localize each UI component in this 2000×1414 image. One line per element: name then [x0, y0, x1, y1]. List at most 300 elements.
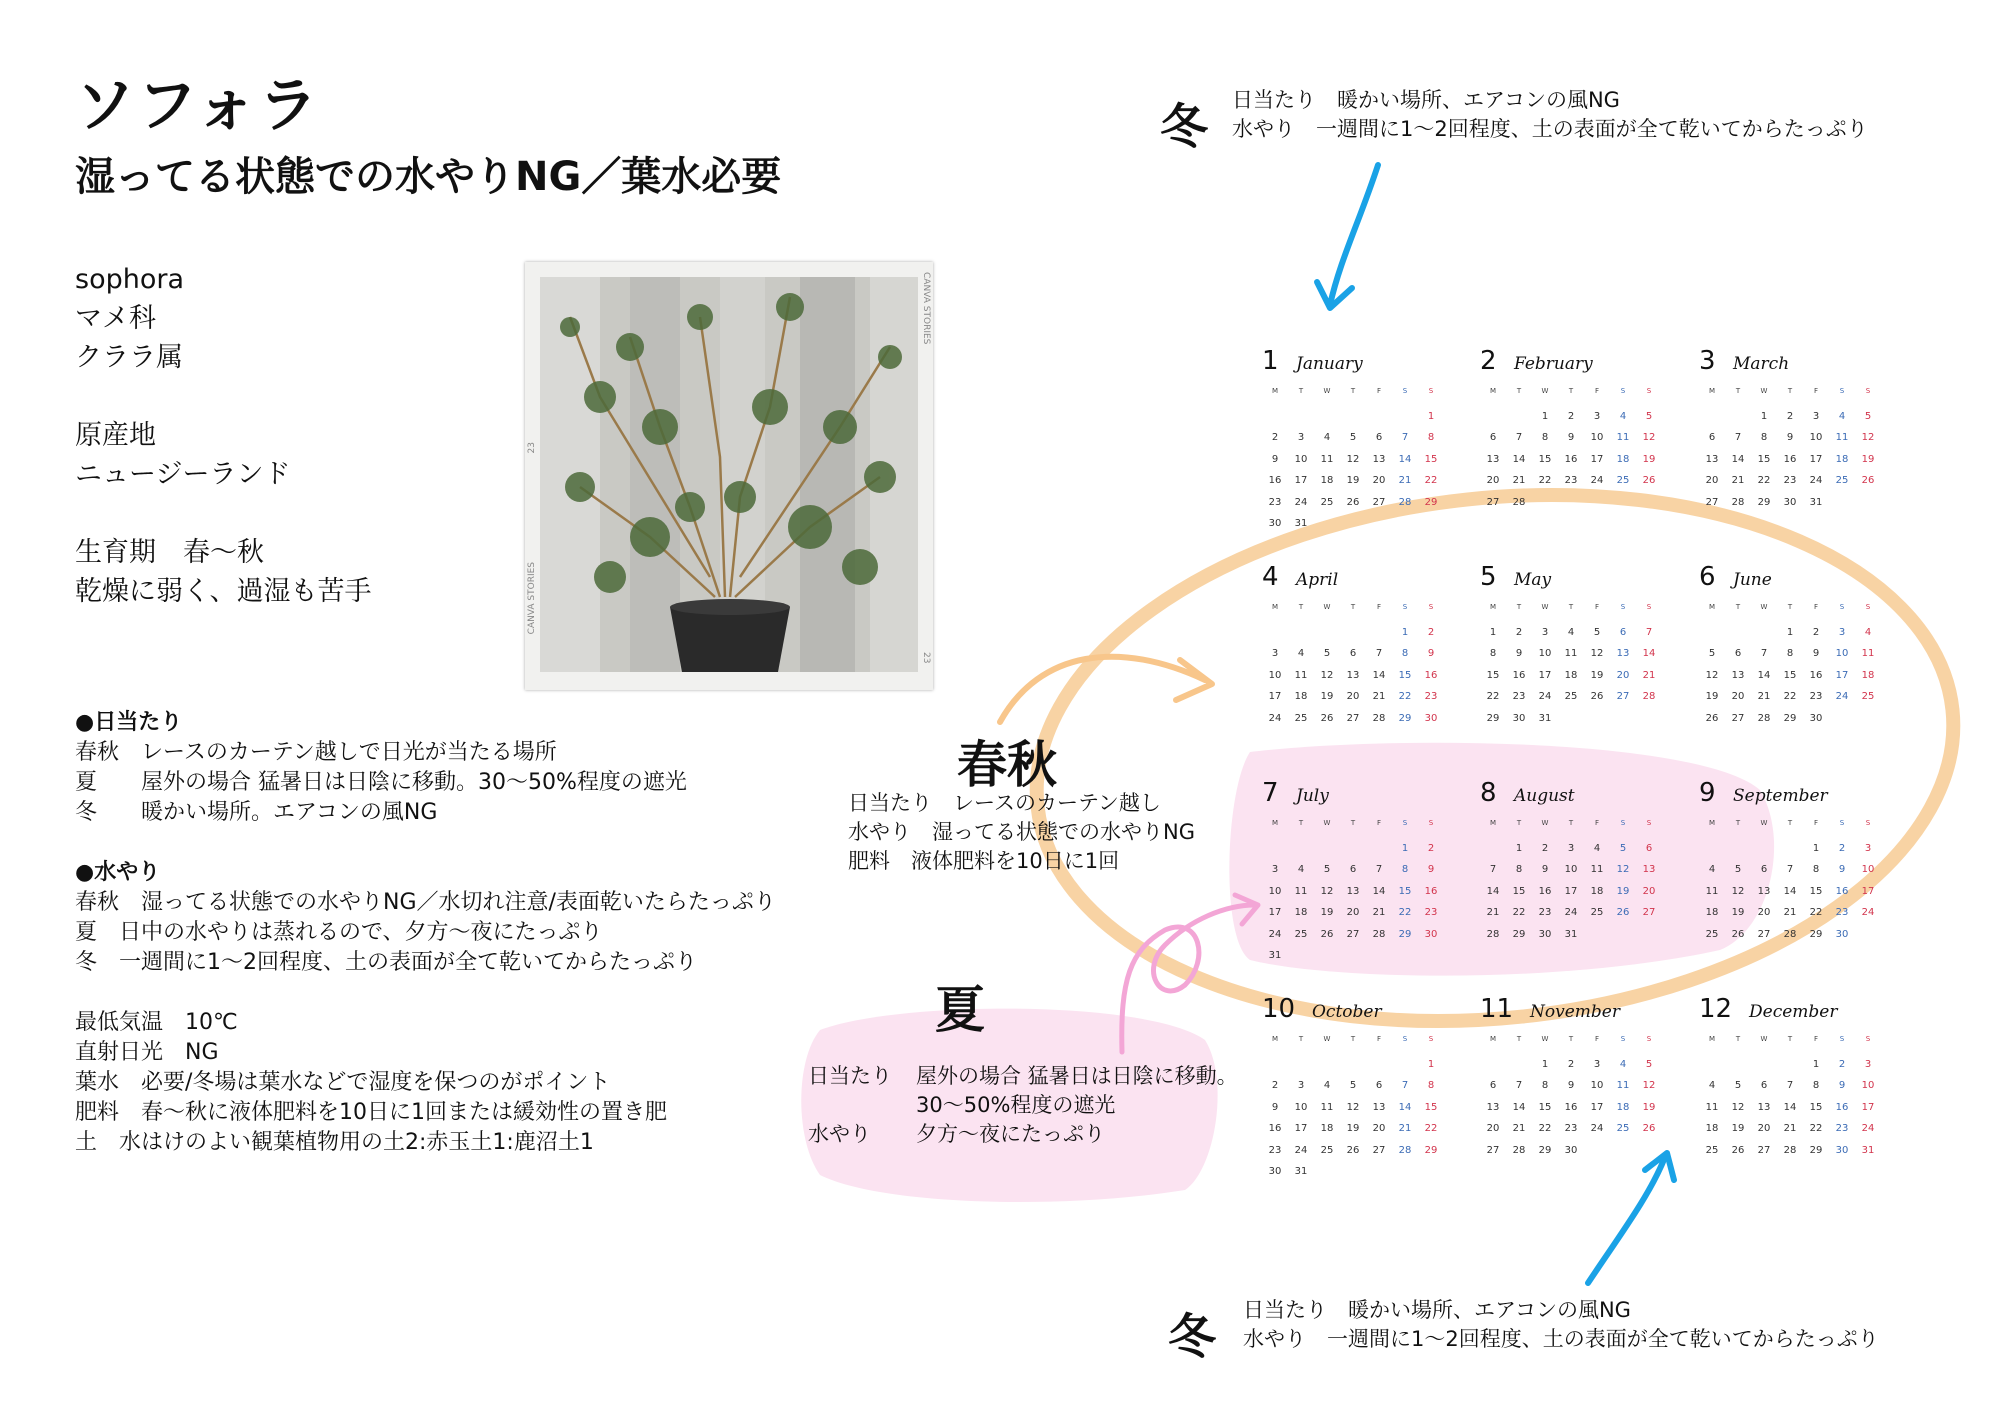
weekday-label: S [1865, 387, 1871, 395]
day-cell: 10 [1861, 1080, 1875, 1091]
day-cell: 19 [1320, 691, 1334, 702]
weekday-label: T [1735, 387, 1741, 395]
day-cell: 17 [1590, 1101, 1604, 1113]
plant-info [75, 260, 371, 611]
day-cell: 20 [1757, 907, 1771, 918]
empty-cell [1340, 1054, 1366, 1076]
day-cell: 13 [1486, 1101, 1500, 1113]
day-cell: 4 [1708, 864, 1716, 875]
day-cell: 25 [1590, 907, 1604, 918]
day-cell: 8 [1812, 864, 1820, 875]
day-cell: 31 [1294, 1166, 1308, 1177]
empty-cell [1314, 1054, 1340, 1076]
day-cell: 6 [1760, 1080, 1768, 1091]
day-cell: 29 [1538, 1144, 1552, 1156]
weekday-label: T [1516, 1035, 1522, 1043]
weekday-label: F [1813, 603, 1819, 611]
day-cell: 3 [1864, 842, 1872, 854]
day-cell: 29 [1809, 928, 1823, 940]
day-cell: 19 [1705, 691, 1719, 702]
day-cell: 18 [1294, 907, 1308, 918]
day-cell: 17 [1294, 1123, 1308, 1134]
day-cell: 21 [1731, 475, 1745, 486]
day-cell: 13 [1486, 453, 1500, 465]
month-name: March [1733, 354, 1790, 374]
day-cell: 23 [1809, 691, 1823, 702]
day-cell: 12 [1320, 885, 1334, 897]
day-cell: 9 [1567, 432, 1575, 443]
weekday-label: S [1646, 603, 1652, 611]
day-cell: 18 [1294, 691, 1308, 702]
month-name: February [1514, 354, 1593, 374]
day-cell: 15 [1486, 669, 1500, 681]
empty-cell [1314, 838, 1340, 860]
day-cell: 27 [1486, 496, 1500, 508]
month-september [1699, 778, 1889, 945]
month-name: May [1514, 570, 1552, 590]
weekday-label: F [1594, 387, 1600, 395]
day-cell: 10 [1590, 432, 1604, 443]
month-june [1699, 562, 1889, 729]
day-cell: 24 [1294, 1144, 1308, 1156]
winter-bottom-title: 冬 [1168, 1309, 1217, 1365]
day-cell: 11 [1320, 1101, 1334, 1113]
day-cell: 25 [1616, 1123, 1630, 1134]
day-cell: 12 [1590, 648, 1604, 659]
day-cell: 13 [1372, 453, 1386, 465]
day-cell: 26 [1642, 475, 1656, 486]
day-cell: 24 [1268, 928, 1282, 940]
day-cell: 27 [1705, 496, 1719, 508]
day-cell: 1 [1427, 1058, 1435, 1070]
weekday-label: T [1735, 1035, 1741, 1043]
month-november [1480, 994, 1670, 1161]
day-cell: 7 [1786, 864, 1794, 875]
weekday-label: M [1708, 819, 1716, 827]
day-cell: 15 [1757, 453, 1771, 465]
day-cell: 7 [1760, 648, 1768, 659]
day-cell: 23 [1512, 691, 1526, 702]
day-cell: 22 [1398, 691, 1412, 702]
day-cell: 22 [1538, 1123, 1552, 1134]
day-cell: 20 [1642, 885, 1656, 897]
day-cell: 13 [1731, 669, 1745, 681]
month-february [1480, 346, 1670, 513]
day-cell: 3 [1297, 432, 1305, 443]
day-cell: 21 [1398, 1123, 1412, 1134]
day-cell: 28 [1757, 712, 1771, 724]
day-cell: 4 [1864, 626, 1872, 638]
day-cell: 7 [1515, 432, 1523, 443]
day-cell: 2 [1838, 1058, 1846, 1070]
weekday-label: T [1787, 603, 1793, 611]
day-cell: 28 [1783, 1144, 1797, 1156]
day-cell: 18 [1835, 453, 1849, 465]
day-cell: 9 [1427, 648, 1435, 659]
day-cell: 28 [1642, 691, 1656, 702]
day-cell: 15 [1398, 669, 1412, 681]
day-cell: 28 [1731, 496, 1745, 508]
empty-cell [1392, 406, 1418, 428]
month-number: 8 [1480, 778, 1497, 808]
day-cell: 12 [1346, 453, 1360, 465]
empty-cell [1288, 838, 1314, 860]
day-cell: 6 [1760, 864, 1768, 875]
day-cell: 19 [1731, 907, 1745, 918]
page-subtitle: 湿ってる状態での水やりNG／葉水必要 [75, 154, 782, 200]
day-cell: 12 [1861, 432, 1875, 443]
day-cell: 15 [1538, 1101, 1552, 1113]
day-cell: 24 [1268, 712, 1282, 724]
day-cell: 29 [1512, 928, 1526, 940]
day-cell: 21 [1512, 1123, 1526, 1134]
day-cell: 31 [1809, 496, 1823, 508]
day-cell: 8 [1515, 864, 1523, 875]
day-cell: 11 [1616, 432, 1630, 443]
weekday-label: F [1813, 819, 1819, 827]
sun-row-summer: 夏 屋外の場合 猛暑日は日陰に移動。30〜50%程度の遮光 [75, 770, 687, 795]
day-cell: 13 [1642, 864, 1656, 875]
weekday-label: S [1428, 1035, 1434, 1043]
day-cell: 3 [1567, 842, 1575, 854]
day-cell: 1 [1812, 1058, 1820, 1070]
weekday-label: T [1350, 603, 1356, 611]
day-cell: 2 [1427, 842, 1435, 854]
day-cell: 1 [1489, 626, 1497, 638]
weekday-label: S [1620, 1035, 1626, 1043]
day-cell: 10 [1861, 864, 1875, 875]
day-cell: 4 [1567, 626, 1575, 638]
day-cell: 5 [1323, 648, 1331, 659]
day-cell: 29 [1809, 1144, 1823, 1156]
month-january [1262, 346, 1452, 535]
weekday-label: S [1839, 603, 1845, 611]
day-cell: 25 [1294, 712, 1308, 724]
day-cell: 4 [1297, 648, 1305, 659]
spring-autumn-arrow [1000, 657, 1205, 722]
empty-cell [1262, 622, 1288, 644]
day-cell: 27 [1346, 712, 1360, 724]
day-cell: 13 [1346, 885, 1360, 897]
photo-watermark-left: CANVA STORIES [527, 562, 537, 635]
day-cell: 22 [1512, 907, 1526, 918]
day-cell: 7 [1645, 626, 1653, 638]
day-cell: 15 [1809, 1101, 1823, 1113]
day-cell: 6 [1645, 842, 1653, 854]
day-cell: 29 [1398, 712, 1412, 724]
latin-name: sophora [75, 264, 185, 295]
day-cell: 24 [1809, 475, 1823, 486]
weekday-label: T [1787, 819, 1793, 827]
month-number: 4 [1262, 562, 1279, 592]
weekday-label: S [1839, 1035, 1845, 1043]
empty-cell [1480, 1054, 1506, 1076]
weekday-label: T [1298, 819, 1304, 827]
day-cell: 4 [1323, 1080, 1331, 1091]
sun-row-spring-autumn: 春秋 レースのカーテン越しで日光が当たる場所 [75, 740, 557, 765]
day-cell: 16 [1424, 669, 1438, 681]
day-cell: 21 [1512, 475, 1526, 486]
empty-cell [1366, 622, 1392, 644]
day-cell: 1 [1760, 410, 1768, 422]
day-cell: 16 [1783, 453, 1797, 465]
day-cell: 11 [1294, 669, 1308, 681]
weekday-label: T [1516, 387, 1522, 395]
weekday-label: M [1489, 603, 1497, 611]
day-cell: 30 [1268, 1166, 1282, 1177]
day-cell: 11 [1835, 432, 1849, 443]
day-cell: 3 [1812, 410, 1820, 422]
empty-cell [1777, 1054, 1803, 1076]
month-april [1262, 562, 1452, 729]
month-july [1262, 778, 1452, 967]
weekday-label: S [1865, 1035, 1871, 1043]
weekday-label: S [1428, 603, 1434, 611]
water-row-spring-autumn: 春秋 湿ってる状態での水やりNG／水切れ注意/表面乾いたらたっぷり [75, 890, 776, 915]
day-cell: 1 [1541, 1058, 1549, 1070]
day-cell: 25 [1294, 928, 1308, 940]
month-number: 5 [1480, 562, 1497, 592]
day-cell: 7 [1734, 432, 1742, 443]
day-cell: 2 [1812, 626, 1820, 638]
month-number: 12 [1699, 994, 1733, 1024]
day-cell: 2 [1567, 410, 1575, 422]
day-cell: 14 [1731, 453, 1745, 465]
summer-note: 日当たり 屋外の場合 猛暑日は日陰に移動。 30〜50%程度の遮光 水やり 夕方〜夜にたっぷり [808, 1064, 1238, 1146]
day-cell: 3 [1593, 1058, 1601, 1070]
day-cell: 21 [1642, 669, 1656, 681]
weekday-label: S [1402, 819, 1408, 827]
day-cell: 23 [1424, 907, 1438, 918]
empty-cell [1480, 838, 1506, 860]
day-cell: 30 [1809, 712, 1823, 724]
photo-badge-left: 23 [527, 442, 537, 454]
sun-heading: ●日当たり [75, 710, 183, 735]
day-cell: 9 [1271, 453, 1279, 465]
day-cell: 6 [1375, 1080, 1383, 1091]
day-cell: 29 [1424, 496, 1438, 508]
day-cell: 1 [1401, 626, 1409, 638]
empty-cell [1262, 406, 1288, 428]
day-cell: 10 [1294, 453, 1308, 465]
day-cell: 9 [1567, 1080, 1575, 1091]
day-cell: 5 [1593, 626, 1601, 638]
page-title: ソフォラ [75, 71, 320, 141]
day-cell: 6 [1489, 1080, 1497, 1091]
winter-top-arrow [1330, 165, 1378, 305]
weekday-label: M [1489, 1035, 1497, 1043]
day-cell: 21 [1398, 475, 1412, 486]
month-march [1699, 346, 1889, 513]
day-cell: 19 [1616, 885, 1630, 897]
day-cell: 12 [1616, 864, 1630, 875]
month-name: October [1312, 1002, 1382, 1022]
day-cell: 9 [1812, 648, 1820, 659]
day-cell: 26 [1320, 928, 1334, 940]
day-cell: 18 [1320, 475, 1334, 486]
day-cell: 25 [1835, 475, 1849, 486]
day-cell: 31 [1564, 928, 1578, 940]
day-cell: 3 [1593, 410, 1601, 422]
day-cell: 8 [1786, 648, 1794, 659]
day-cell: 19 [1590, 669, 1604, 681]
day-cell: 15 [1783, 669, 1797, 681]
day-cell: 27 [1731, 712, 1745, 724]
day-cell: 3 [1297, 1080, 1305, 1091]
day-cell: 16 [1538, 885, 1552, 897]
day-cell: 4 [1323, 432, 1331, 443]
origin-value: ニュージーランド [75, 459, 291, 490]
day-cell: 12 [1346, 1101, 1360, 1113]
day-cell: 19 [1346, 475, 1360, 486]
empty-cell [1262, 838, 1288, 860]
day-cell: 1 [1515, 842, 1523, 854]
day-cell: 22 [1424, 475, 1438, 486]
empty-cell [1366, 1054, 1392, 1076]
month-number: 11 [1480, 994, 1514, 1024]
day-cell: 15 [1424, 1101, 1438, 1113]
empty-cell [1262, 1054, 1288, 1076]
day-cell: 6 [1708, 432, 1716, 443]
empty-cell [1725, 406, 1751, 428]
day-cell: 26 [1346, 1144, 1360, 1156]
day-cell: 5 [1734, 1080, 1742, 1091]
month-may [1480, 562, 1670, 729]
day-cell: 24 [1590, 1123, 1604, 1134]
day-cell: 23 [1268, 496, 1282, 508]
day-cell: 9 [1838, 864, 1846, 875]
day-cell: 14 [1512, 1101, 1526, 1113]
weekday-label: W [1323, 819, 1331, 827]
day-cell: 23 [1424, 691, 1438, 702]
day-cell: 14 [1512, 453, 1526, 465]
day-cell: 19 [1642, 1101, 1656, 1113]
day-cell: 22 [1486, 691, 1500, 702]
day-cell: 20 [1346, 691, 1360, 702]
weekday-label: W [1760, 603, 1768, 611]
day-cell: 17 [1538, 669, 1552, 681]
misc-row-soil: 土 水はけのよい観葉植物用の土2:赤玉土1:鹿沼土1 [75, 1130, 594, 1155]
day-cell: 8 [1401, 648, 1409, 659]
day-cell: 20 [1705, 475, 1719, 486]
day-cell: 31 [1538, 712, 1552, 724]
weekday-label: W [1541, 603, 1549, 611]
day-cell: 22 [1424, 1123, 1438, 1134]
plant-family: マメ科 [75, 303, 156, 334]
day-cell: 2 [1271, 432, 1279, 443]
day-cell: 9 [1838, 1080, 1846, 1091]
day-cell: 28 [1398, 1144, 1412, 1156]
empty-cell [1340, 838, 1366, 860]
day-cell: 8 [1541, 432, 1549, 443]
yearly-calendar [1262, 346, 1962, 1176]
day-cell: 17 [1861, 1101, 1875, 1113]
empty-cell [1314, 622, 1340, 644]
day-cell: 4 [1297, 864, 1305, 875]
month-name: December [1749, 1002, 1838, 1022]
month-august [1480, 778, 1670, 945]
day-cell: 17 [1294, 475, 1308, 486]
day-cell: 22 [1783, 691, 1797, 702]
day-cell: 17 [1268, 907, 1282, 918]
day-cell: 19 [1320, 907, 1334, 918]
day-cell: 28 [1512, 496, 1526, 508]
day-cell: 26 [1616, 907, 1630, 918]
day-cell: 27 [1486, 1144, 1500, 1156]
misc-row-fertilizer: 肥料 春〜秋に液体肥料を10日に1回または緩効性の置き肥 [75, 1100, 667, 1125]
month-name: June [1733, 570, 1772, 590]
day-cell: 3 [1271, 864, 1279, 875]
day-cell: 8 [1489, 648, 1497, 659]
empty-cell [1288, 406, 1314, 428]
day-cell: 7 [1489, 864, 1497, 875]
weekday-label: S [1620, 387, 1626, 395]
photo-badge-right: 23 [921, 652, 931, 664]
weekday-label: W [1760, 387, 1768, 395]
day-cell: 21 [1372, 907, 1386, 918]
weekday-label: S [1865, 603, 1871, 611]
day-cell: 7 [1515, 1080, 1523, 1091]
day-cell: 14 [1486, 885, 1500, 897]
day-cell: 22 [1809, 1123, 1823, 1134]
day-cell: 11 [1705, 885, 1719, 897]
day-cell: 14 [1783, 885, 1797, 897]
weekday-label: M [1271, 387, 1279, 395]
weekday-label: S [1839, 819, 1845, 827]
misc-row-misting: 葉水 必要/冬場は葉水などで湿度を保つのがポイント [75, 1070, 611, 1095]
day-cell: 10 [1294, 1101, 1308, 1113]
day-cell: 5 [1349, 1080, 1357, 1091]
care-guide [75, 708, 776, 1158]
weekday-label: F [1594, 1035, 1600, 1043]
day-cell: 11 [1705, 1101, 1719, 1113]
day-cell: 7 [1401, 432, 1409, 443]
day-cell: 18 [1590, 885, 1604, 897]
weekday-label: W [1323, 387, 1331, 395]
day-cell: 18 [1861, 669, 1875, 681]
day-cell: 5 [1864, 410, 1872, 422]
weekday-label: M [1271, 603, 1279, 611]
month-number: 3 [1699, 346, 1716, 376]
day-cell: 19 [1731, 1123, 1745, 1134]
day-cell: 11 [1564, 648, 1578, 659]
growth-period: 生育期 春〜秋 [75, 537, 264, 568]
weekday-label: M [1708, 603, 1716, 611]
empty-cell [1777, 838, 1803, 860]
day-cell: 21 [1783, 907, 1797, 918]
weekday-label: T [1568, 1035, 1574, 1043]
day-cell: 7 [1401, 1080, 1409, 1091]
empty-cell [1366, 838, 1392, 860]
day-cell: 28 [1486, 928, 1500, 940]
day-cell: 30 [1564, 1144, 1578, 1156]
day-cell: 17 [1809, 453, 1823, 465]
day-cell: 27 [1372, 496, 1386, 508]
day-cell: 20 [1346, 907, 1360, 918]
day-cell: 3 [1271, 648, 1279, 659]
weekday-label: T [1787, 1035, 1793, 1043]
day-cell: 20 [1372, 1123, 1386, 1134]
day-cell: 16 [1268, 1123, 1282, 1134]
weekday-label: S [1839, 387, 1845, 395]
empty-cell [1699, 838, 1725, 860]
day-cell: 21 [1372, 691, 1386, 702]
day-cell: 27 [1642, 907, 1656, 918]
day-cell: 30 [1424, 928, 1438, 940]
day-cell: 26 [1731, 928, 1745, 940]
weekday-label: T [1298, 387, 1304, 395]
day-cell: 18 [1320, 1123, 1334, 1134]
